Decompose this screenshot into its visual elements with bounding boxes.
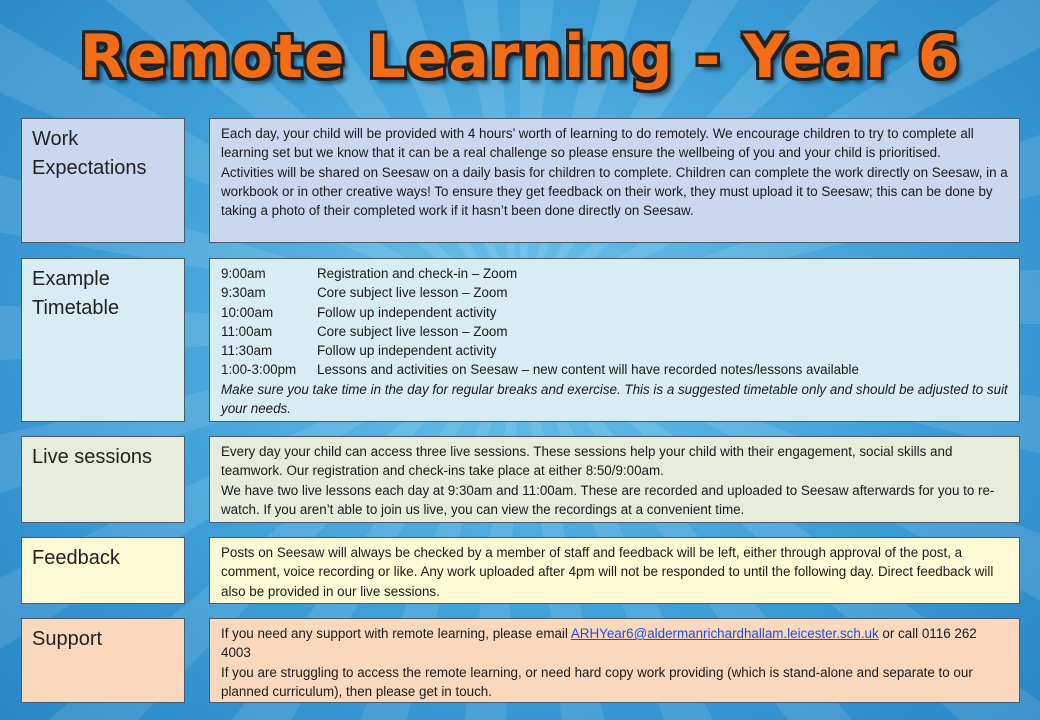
section-label-work-expectations — [21, 118, 185, 243]
timetable-activity: Registration and check-in – Zoom — [317, 266, 518, 281]
work-paragraph-2: Activities will be shared on Seesaw on a daily basis for children to complete. Children can complete the work directly on Seesaw, in a workbook or in other creative ways! To ensure they get feedback on their work, they must upload it to Seesaw; this can be done by taking a photo of their completed work if it hasn’t been done directly on Seesaw. — [221, 164, 1008, 219]
timetable-activity: Lessons and activities on Seesaw – new content will have recorded notes/lessons available — [317, 362, 859, 378]
timetable-activity: Core subject live lesson – Zoom — [317, 323, 508, 339]
section-label-live-sessions — [21, 436, 185, 523]
timetable-time: 9:30am — [221, 285, 266, 301]
timetable-activity: Follow up independent activity — [317, 304, 497, 320]
timetable-time: 1:00-3:00pm — [221, 362, 297, 378]
work-paragraph-1: Each day, your child will be provided with 4 hours’ worth of learning to do remotely. We encourage children to try to complete all learning set but we know that it can be a real challenge so please ensure the wellbeing of you and your child is prioritised. — [221, 126, 974, 161]
section-content-live-sessions — [209, 436, 1020, 523]
timetable-activity: Follow up independent activity — [317, 343, 497, 359]
timetable-row — [221, 341, 1008, 360]
timetable-time: 11:30am — [221, 343, 273, 359]
timetable-row — [221, 322, 1008, 341]
timetable-row — [221, 303, 1008, 322]
section-label-support — [21, 618, 185, 703]
live-paragraph-1: Every day your child can access three live sessions. These sessions help your child with their engagement, social skills and teamwork. Our registration and check-ins take place at either 8:50/9:00am. — [221, 444, 953, 479]
timetable-row — [221, 283, 1008, 302]
label-line: Live sessions — [32, 446, 153, 468]
timetable-activity: Core subject live lesson – Zoom — [317, 285, 508, 301]
label-line: Timetable — [32, 297, 120, 319]
support-paragraph-1 — [221, 624, 1008, 663]
section-label-example-timetable — [21, 258, 185, 422]
timetable-time: 9:00am — [221, 266, 266, 281]
label-line: Example — [32, 268, 110, 290]
support-email-link[interactable]: ARHYear6@aldermanrichardhallam.leicester.sch.uk — [570, 626, 879, 641]
support-text-pre: If you need any support with remote learning, please email — [221, 626, 571, 641]
section-label-feedback — [21, 537, 185, 604]
feedback-paragraph: Posts on Seesaw will always be checked by a member of staff and feedback will be left, either through approval of the post, a comment, voice recording or like. Any work uploaded after 4pm will not be responded to until the following day. Direct feedback will also be provided in our live sessions. — [221, 545, 994, 599]
page-title: Remote Learning - Year 6 — [79, 22, 961, 92]
timetable-list — [221, 264, 1008, 380]
section-content-support — [209, 618, 1020, 703]
section-content-example-timetable — [209, 258, 1020, 422]
live-paragraph-2: We have two live lessons each day at 9:30am and 11:00am. These are recorded and uploaded to Seesaw afterwards for you to re-watch. If you aren’t able to join us live, you can view the recordings at a convenient time. — [221, 482, 995, 517]
timetable-row — [221, 264, 1008, 283]
timetable-note: Make sure you take time in the day for regular breaks and exercise. This is a suggested timetable only and should be adjusted to suit your needs. — [221, 381, 1008, 417]
label-line: Expectations — [32, 157, 147, 179]
section-content-work-expectations — [209, 118, 1020, 243]
support-text-post: or call 0116 262 4003 — [221, 626, 977, 661]
timetable-time: 11:00am — [221, 323, 273, 339]
section-content-feedback — [209, 537, 1020, 604]
support-paragraph-2: If you are struggling to access the remote learning, or need hard copy work providing (which is stand-alone and separate to our planned curriculum), then please get in touch. — [221, 664, 973, 699]
timetable-time: 10:00am — [221, 304, 274, 320]
label-line: Work — [32, 128, 79, 150]
label-line: Support — [32, 628, 103, 650]
timetable-row — [221, 360, 1008, 379]
label-line: Feedback — [32, 547, 120, 569]
